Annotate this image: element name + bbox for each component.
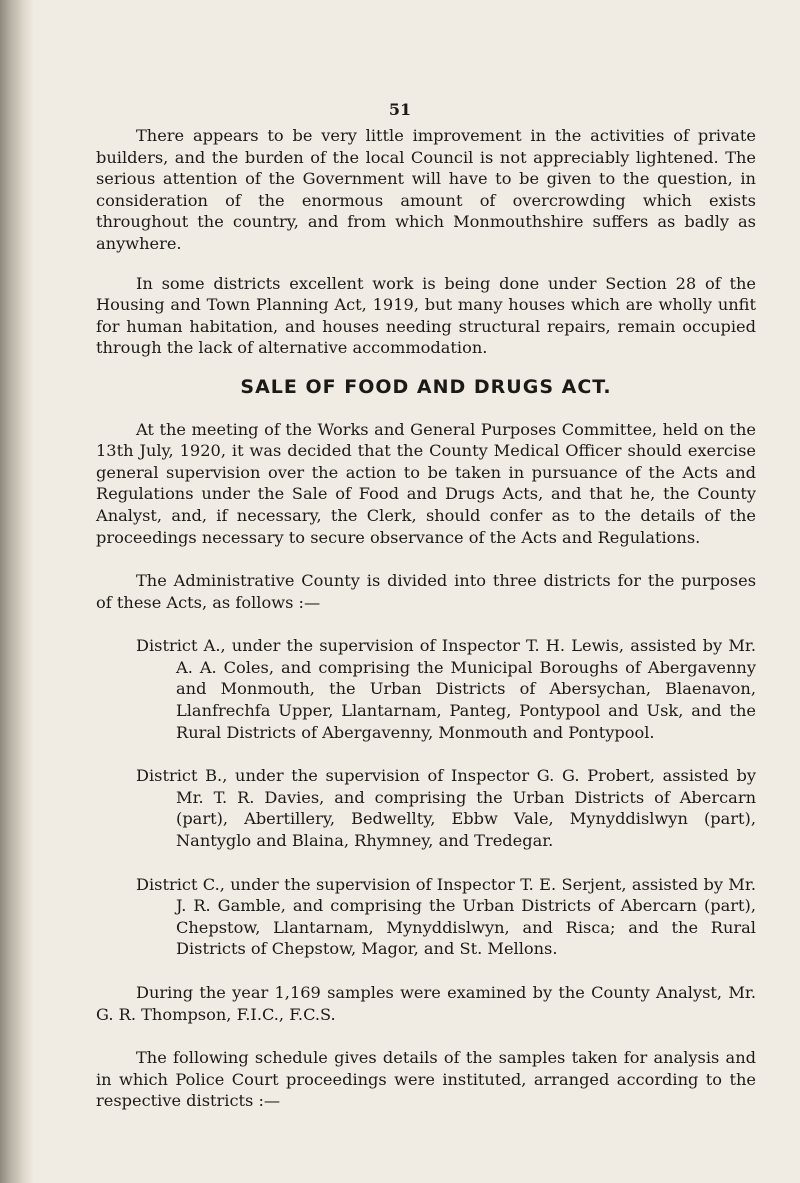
page-number: 51 bbox=[388, 100, 412, 119]
district-b: District B., under the supervision of Inspector G. G. Probert, assisted by Mr. T. R. Davies, and comprising the Urban Districts of Abercarn (part), Abertillery, Bedwellty, Ebbw Vale, Mynyddislwyn (part), Nantyglo and Blaina, Rhymney, and Tredegar. bbox=[136, 766, 756, 851]
paragraph-samples-examined: During the year 1,169 samples were examined by the County Analyst, Mr. G. R. Thompson, F.I.C., F.C.S. bbox=[96, 983, 756, 1024]
paragraph-private-builders: There appears to be very little improvement in the activities of private builders, and the burden of the local Council is not appreciably lightened. The serious attention of the Government will have to be given to the question, in consideration of the enormous amount of overcrowding which exists throughout the country, and from which Monmouthshire suffers as badly as anywhere. bbox=[96, 126, 756, 253]
section-heading: SALE OF FOOD AND DRUGS ACT. bbox=[240, 375, 612, 398]
district-list bbox=[136, 635, 756, 960]
page-body bbox=[96, 125, 756, 1112]
district-c: District C., under the supervision of Inspector T. E. Serjent, assisted by Mr. J. R. Gamble, and comprising the Urban Districts of Abercarn (part), Chepstow, Llantarnam, Mynyddislwyn, and Risca; and the Rural Districts of Chepstow, Magor, and St. Mellons. bbox=[136, 874, 756, 959]
paragraph-schedule: The following schedule gives details of the samples taken for analysis and in which Police Court proceedings were instituted, arranged according to the respective districts :— bbox=[96, 1048, 756, 1111]
paragraph-administrative-county: The Administrative County is divided into three districts for the purposes of these Acts, as follows :— bbox=[96, 571, 756, 612]
district-a: District A., under the supervision of Inspector T. H. Lewis, assisted by Mr. A. A. Coles, and comprising the Municipal Boroughs of Abergavenny and Monmouth, the Urban Districts of Abersychan, Blaenavon, Llanfrechfa Upper, Llantarnam, Panteg, Pontypool and Usk, and the Rural Districts of Abergavenny, Monmouth and Pontypool. bbox=[136, 636, 756, 742]
binding-edge bbox=[0, 0, 34, 1183]
paragraph-section-28: In some districts excellent work is being done under Section 28 of the Housing and Town Planning Act, 1919, but many houses which are wholly unfit for human habitation, and houses needing structural repairs, remain occupied through the lack of alternative accommodation. bbox=[96, 273, 756, 358]
paragraph-committee-meeting: At the meeting of the Works and General Purposes Committee, held on the 13th July, 1920, it was decided that the County Medical Officer should exercise general supervision over the action to be taken in pursuance of the Acts and Regulations under the Sale of Food and Drugs Acts, and that he, the County Analyst, and, if necessary, the Clerk, should confer as to the details of the proceedings necessary to secure observance of the Acts and Regulations. bbox=[96, 419, 756, 547]
